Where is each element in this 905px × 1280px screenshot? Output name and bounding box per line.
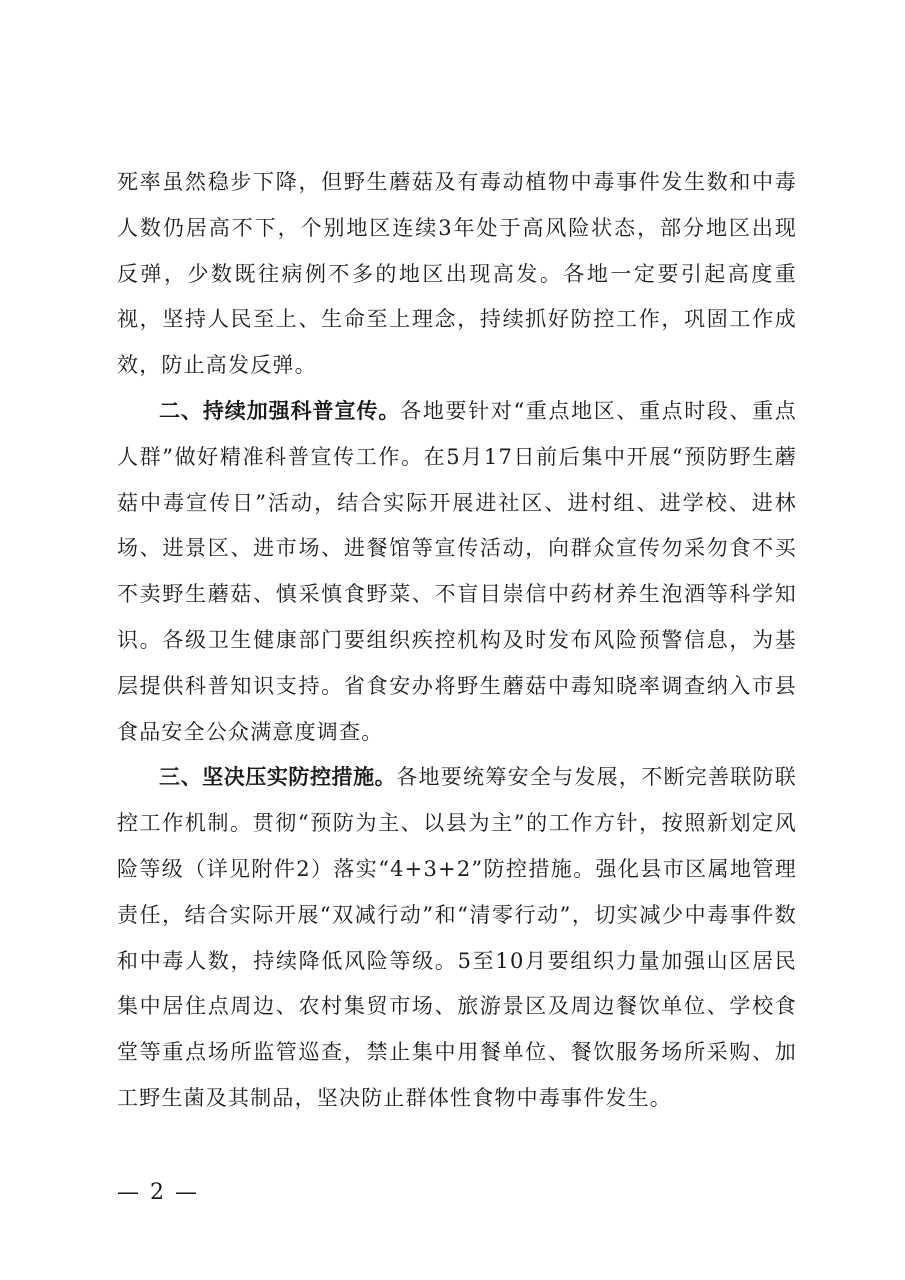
paragraph-section-three [117,755,797,1121]
section-two-heading: 二、持续加强科普宣传。 [159,398,401,423]
section-three-heading: 三、坚决压实防控措施。 [159,765,397,790]
document-body [117,160,797,1122]
paragraph-continuation [117,160,797,389]
section-two-body: 各地要针对“重点地区、重点时段、重点人群”做好精准科普宣传工作。在5月17日前后集中开展“预防野生蘑菇中毒宣传日”活动，结合实际开展进社区、进村组、进学校、进林场、进景区、进市场、进餐馆等宣传活动，向群众宣传勿采勿食不买不卖野生蘑菇、慎采慎食野菜、不盲目崇信中药材养生泡酒等科学知识。各级卫生健康部门要组织疾控机构及时发布风险预警信息，为基层提供科普知识支持。省食安办将野生蘑菇中毒知晓率调查纳入市县食品安全公众满意度调查。 [117,398,797,744]
section-three-body: 各地要统筹安全与发展，不断完善联防联控工作机制。贯彻“预防为主、以县为主”的工作方针，按照新划定风险等级（详见附件2）落实“4+3+2”防控措施。强化县市区属地管理责任，结合实际开展“双减行动”和“清零行动”，切实减少中毒事件数和中毒人数，持续降低风险等级。5至10月要组织力量加强山区居民集中居住点周边、农村集贸市场、旅游景区及周边餐饮单位、学校食堂等重点场所监管巡查，禁止集中用餐单位、餐饮服务场所采购、加工野生菌及其制品，坚决防止群体性食物中毒事件发生。 [117,765,797,1110]
paragraph-text: 死率虽然稳步下降，但野生蘑菇及有毒动植物中毒事件发生数和中毒人数仍居高不下，个别地区连续3年处于高风险状态，部分地区出现反弹，少数既往病例不多的地区出现高发。各地一定要引起高度重视，坚持人民至上、生命至上理念，持续抓好防控工作，巩固工作成效，防止高发反弹。 [117,170,797,378]
paragraph-section-two [117,389,797,755]
page-number: — 2 — [117,1180,199,1205]
